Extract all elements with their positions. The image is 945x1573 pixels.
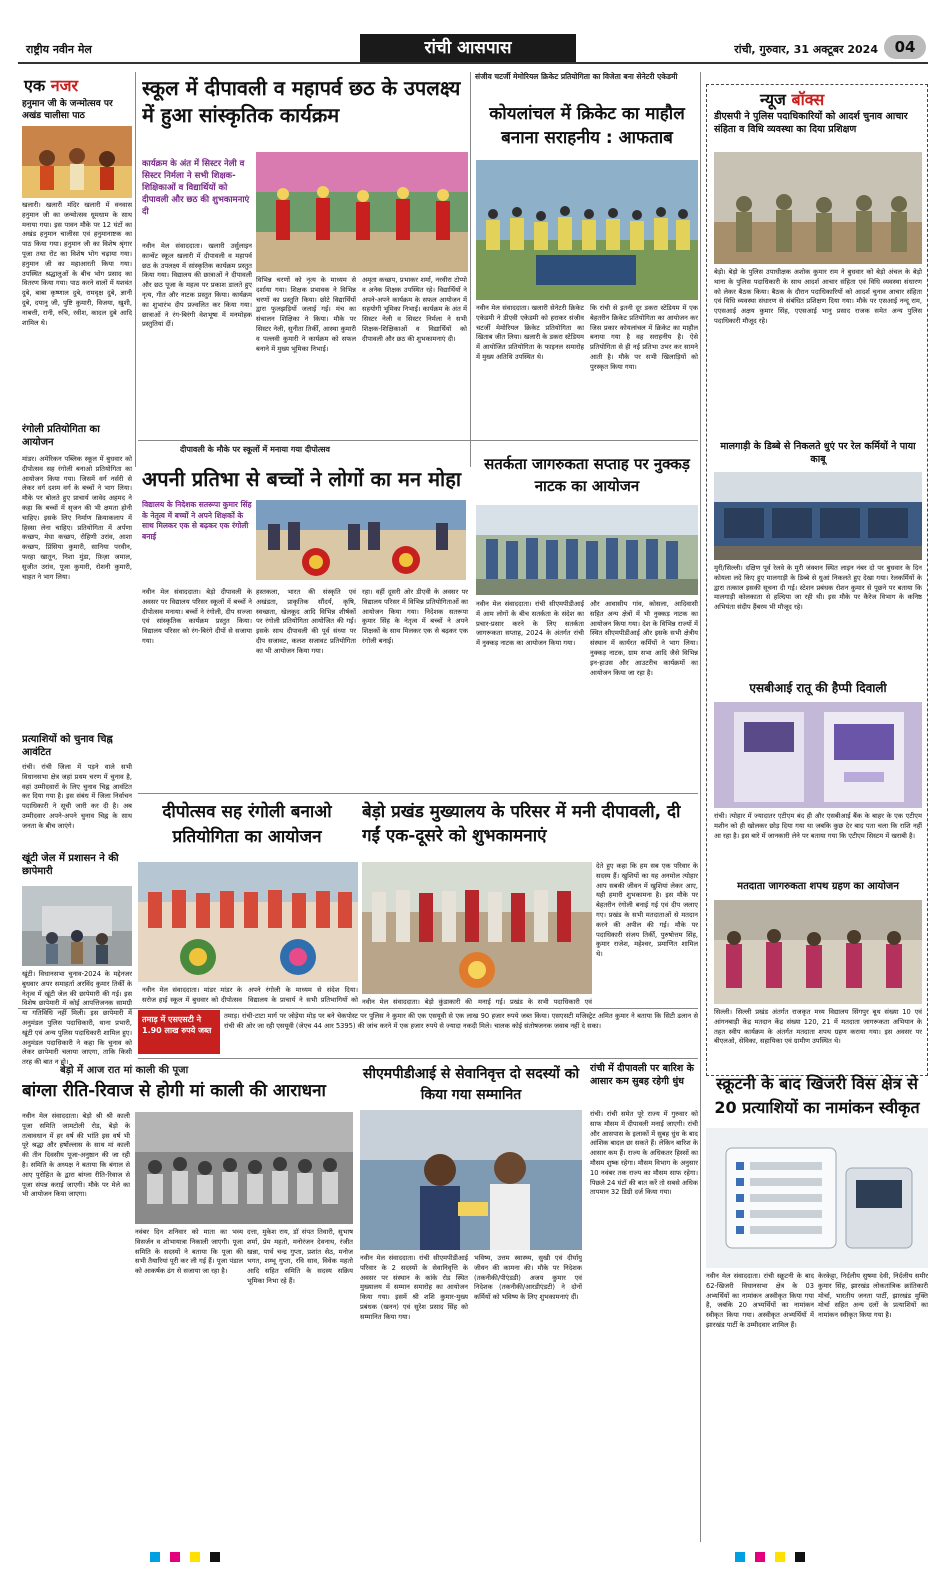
story3-body-3: रहा। वहीं दूसरी ओर डीएवी के अवसर पर विद्यालय परिसर में विभिन्न प्रतियोगिताओं का आयोजन किया गया। निदेशक सतरूपा कुमार सिंह के नेतृत्व में बच्चों ने अपने शिक्षकों के साथ मिलकर एक से बढ़कर एक रंगोली बनाई। (362, 588, 468, 645)
story8-body-2: नवंबर दिन शनिवार को माता का भव्य विसर्जन व शोभायात्रा निकाली जाएगी। पूजा समिति के सदस्यों ने बताया कि पूजा की सभी तैयारियां पूरी कर ली गई हैं। पूजा पंडाल को आकर्षक ढंग से सजाया जा रहा है। (135, 1228, 243, 1276)
train-body: मुरी/सिल्ली। दक्षिण पूर्व रेलवे के मुरी जंक्शन स्थित लाइन नंबर दो पर बुधवार के दिन कोयला लदे किए हुए मालगाड़ी के डिब्बे से धुआं निकलते हुए देखा गया। रेलकर्मियों के द्वारा तत्काल इसकी सूचना दी गई। स्टेशन प्रबंधक रोशन कुमार से पूछने पर बताया कि मालगाड़ी कोलकाता से हल्दिया जा रही थी। इस मौके पर कैरेज विभाग के कनिष्ठ अभियंता संदीप हैंबरम भी मौजूद रहे। (714, 564, 922, 612)
khunti-title: खूंटी जेल में प्रशासन ने की छापेमारी (22, 853, 119, 877)
registration-mark (775, 1552, 785, 1562)
ek-nazar-prefix: एक (24, 76, 46, 95)
story4-body-1: नवीन मेल संवाददाता। रांची सीएमपीडीआई में आम लोगों के बीच सतर्कता के संदेश का प्रचार-प्रसार करने के लिए सतर्कता जागरूकता सप्ताह, 2024 के अंतर्गत रांची में नुक्कड़ नाटक का आयोजन किया गया। (476, 600, 584, 648)
story9-headline: सीएमपीडीआई से सेवानिवृत्त दो सदस्यों को किया गया सम्मानित (362, 1066, 580, 1103)
brand-name: राष्ट्रीय नवीन मेल (26, 43, 92, 56)
news-box-head-2: बॉक्स (791, 90, 825, 109)
issue-date: रांची, गुरुवार, 31 अक्टूबर 2024 (734, 43, 878, 56)
ek-nazar-head (24, 74, 78, 96)
story2-kicker: संजीव चटर्जी मेमोरियल क्रिकेट प्रतियोगिता का विजेता बना सेनेटरी एकेडमी (475, 72, 678, 81)
symbol-brief-title: प्रत्याशियों को चुनाव चिह्न आवंटित (22, 734, 113, 758)
column-rule (470, 72, 471, 467)
story4-photo (476, 505, 698, 595)
cash-seized-badge (138, 1010, 220, 1054)
story7-body: तमाड़। रांची-टाटा मार्ग पर जोड़ेया मोड़ पर बने चेकपोस्ट पर पुलिस ने कुमार की एक एसयूवी से एक लाख 90 हजार रुपये जब्त किया। एसएसटी मजिस्ट्रेट अमित कुमार ने बताया कि सिटी ढलान से रांची की ओर जा रही एसयूवी (जेएच 44 आर 5395) की जांच करने में एक हजार रुपये से ज्यादा नकदी मिले। चालक कोई संतोषजनक जवाब नहीं दे सका। (224, 1012, 698, 1030)
story3-body-1: नवीन मेल संवाददाता। बेड़ो दीपावली के अवसर पर विद्यालय परिसर स्कूलों में बच्चों ने दीपोत्सव मनाया। बच्चों ने रंगोली, दीप सज्जा एवं सांस्कृतिक कार्यक्रम प्रस्तुत किया। विद्यालय परिसर को रंग-बिरंगे दीपों से सजाया गया। (142, 588, 252, 645)
news-box-head (760, 88, 824, 110)
sbi-photo (714, 702, 922, 808)
rangoli-brief-body: मांडर। अमेरिकन पब्लिक स्कूल में बुधवार को दीपोत्सव सह रंगोली बनाओ प्रतियोगिता का आयोजन किया गया। जिसमें वर्ग नर्सरी से लेकर वर्ग दशम वर्ग के बच्चों ने भाग लिया। मौके पर बोलते हुए प्राचार्य जावेद अहमद ने कहा कि बच्चों में सृजन की भी क्षमता होनी चाहिए। इसके लिए निर्माण क्रियाकलाप में हिस्सा लेना चाहिए। प्रतियोगिता में अर्पणा कच्छप, मेघा कच्छप, रोहिणी उरांव, आशा कच्छप, प्रिंसिया कुमारी, सानिया परवीन, फरहा खातून, निशा मुंडा, फ़िज़ा जमाल, सुजीत उरांव, पूजा कुमारी, रोशनी कुमारी, चाहत ने भाग लिया। (22, 455, 132, 581)
scrutiny-body-1: नवीन मेल संवाददाता। रांची स्क्रूटनी के बाद 62-खिजरी विधानसभा क्षेत्र के 03 अभ्यर्थियों का नामांकन अस्वीकृत किया गया है, जबकि 20 अभ्यर्थियों का नामांकन स्वीकृत किया गया। अस्वीकृत अभ्यर्थियों में झारखंड पार्टी के उम्मीदवार शामिल हैं। (706, 1272, 814, 1329)
row-rule (138, 440, 698, 441)
story6-body-3: देते हुए कहा कि हम सब एक परिवार के सदस्य हैं। खुशियों का यह अनमोल त्योहार आप सबकी जीवन में खुशियां लेकर आए, यही हमारी शुभकामना है। इस मौके पर बेहतरीन रंगोली बनाई गई एवं दीप जलाए गए। प्रखंड के सभी मतदाताओं से मतदान करने की अपील की गई। मौके पर पदाधिकारी संजय तिर्की, पुरुषोत्तम सिंह, कुमार राजेश, महेश्वर, प्रमाणित शामिल थे। (596, 862, 698, 959)
column-rule (135, 72, 136, 467)
story10-body: रांची। रांची समेत पूरे राज्य में गुरुवार को साफ मौसम में दीपावली मनाई जाएगी। रांची और आसपास के इलाकों में सुबह धुंध के बाद आंशिक बादल छा सकते हैं। लेकिन बारिश के आसार कम हैं। राज्य के अधिकतर हिस्सों का मौसम शुष्क रहेगा। मौसम विभाग के अनुसार 10 नवंबर तक राज्य का मौसम साफ रहेगा। पिछले 24 घंटों की बात करें तो सबसे अधिक तापमान 32 डिग्री दर्ज किया गया। (590, 1110, 698, 1197)
story6-headline: बेड़ो प्रखंड मुख्यालय के परिसर में मनी दीपावली, दी गईं एक-दूसरे को शुभकामनाएं (362, 802, 681, 846)
story8-photo (135, 1112, 353, 1224)
story1-body-2: विभिन्न चरणों को नृत्य के माध्यम से दर्शाया गया। शिक्षक प्रभावक ने विभिन्न चरणों का प्रस्तुति किया। छोटे विद्यार्थियों द्वारा फुलझड़ियों जलाई गई। मंच का संचालन शिक्षिका ने किया। मौके पर सिस्टर नेली, सुनीता तिर्की, आस्था कुमारी व पल्लवी कुमारी ने कार्यक्रम को सफल बनाने में मुख्य भूमिका निभाई। (256, 276, 356, 353)
registration-mark (795, 1552, 805, 1562)
story8-body-3: दत्ता, मुकेश राय, डॉ संपत तिवारी, सुभाष शर्मा, प्रेम महतो, मनोरंजन देवनाथ, रंजीत खन्ना, पार्थ चन्द्र गुप्ता, प्रशांत सेठ, मनोज भगत, शम्भू गुप्ता, रवि साव, विवेक महतो आदि सहित समिति के सदस्य सक्रिय भूमिका निभा रहे हैं। (247, 1228, 353, 1285)
masthead (18, 34, 928, 64)
story3-headline: अपनी प्रतिभा से बच्चों ने लोगों का मन मोहा (142, 467, 462, 491)
story1-callout: कार्यक्रम के अंत में सिस्टर नेली व सिस्टर निर्मला ने सभी शिक्षक-शिक्षिकाओं व विद्यार्थियों को दीपावली और छठ की शुभकामनाएं दी (142, 159, 250, 217)
section-title: रांची आसपास (360, 34, 576, 62)
row-rule (138, 1058, 698, 1059)
train-title: मालगाड़ी के डिब्बे से निकलते धुएं पर रेल कर्मियों ने पाया काबू (720, 441, 916, 465)
story1-headline: स्कूल में दीपावली व महापर्व छठ के उपलक्ष्य में हुआ सांस्कृतिक कार्यक्रम (142, 76, 461, 127)
registration-mark (190, 1552, 200, 1562)
khunti-body: खूंटी। विधानसभा चुनाव-2024 के मद्देनजर बुधवार अपर समाहर्ता अरविंद कुमार तिर्की के नेतृत्व में खूंटी जेल की छापेमारी की गई। इस विशेष छापेमारी में कोई आपत्तिजनक सामग्री या गतिविधि नहीं मिली। इस छापेमारी में अनुमंडल पुलिस पदाधिकारी, थाना प्रभारी, खूंटी एवं अन्य पुलिस पदाधिकारी शामिल हुए। अनुमंडल पदाधिकारी ने कहा कि चुनाव को लेकर छापेमारी चलाया जाएगा, ताकि किसी तरह की बात न हो। (22, 970, 132, 1067)
story1-body-1: नवीन मेल संवाददाता। खलारी उर्सुलाइन कान्वेंट स्कूल खलारी में दीपावली व महापर्व छठ के उपलक्ष्य में सांस्कृतिक कार्यक्रम प्रस्तुत किया गया। विद्यालय की छात्राओं ने दीपावली और छठ पूजा के महत्व पर प्रकाश डालते हुए नृत्य, गीत और नाटक प्रस्तुत किया। कार्यक्रम का शुभारंभ दीप प्रज्वलित कर किया गया। छात्राओं ने रंग-बिरंगी वेशभूषा में मनमोहक प्रस्तुतियां दीं। (142, 242, 252, 329)
story6-photo (362, 862, 592, 994)
story2-photo (476, 160, 698, 300)
story4-headline: सतर्कता जागरुकता सप्ताह पर नुक्कड़ नाटक का आयोजन (484, 455, 690, 495)
registration-mark (170, 1552, 180, 1562)
story4-body-2: और आवासीय गांव, कोसला, आदिवासी सहित अन्य क्षेत्रों में भी नुक्कड़ नाटक का आयोजन किया गया। देश के विभिन्न राज्यों में स्थित सीएमपीडीआई और इसके सभी क्षेत्रीय संस्थान में कार्यरत कर्मियों ने भाग लिया। नुक्कड़ नाटक, ग्राम सभा आदि जैसे विभिन्न इन-हाउस और आउटरीच कार्यक्रमों का आयोजन किया जा रहा है। (590, 600, 698, 677)
rangoli-brief-title: रंगोली प्रतियोगिता का आयोजन (22, 424, 100, 448)
scrutiny-body-2: केरकेट्टा, निर्दलीय सुषमा देवी, निर्दलीय समीर कुमार सिंह, झारखंड लोकतांत्रिक क्रांतिकारी मोर्चा, भारतीय जनता पार्टी, झारखंड मुक्ति मोर्चा सहित अन्य दलों के प्रत्याशियों का नामांकन स्वीकृत किया गया है। (818, 1272, 928, 1320)
registration-mark (735, 1552, 745, 1562)
hanuman-photo (22, 126, 132, 198)
voter-photo (714, 900, 922, 1004)
news-box-head-1: न्यूज (760, 90, 786, 109)
voter-body: सिल्ली। सिल्ली प्रखंड अंतर्गत राजकृत मध्य विद्यालय सिंगपुर बूथ संख्या 10 एवं आंगनबाड़ी केंद्र मतदान केंद्र संख्या 120, 21 में मतदाता जागरूकता अभियान के तहत स्वीप कार्यक्रम के अंतर्गत मतदाता शपथ ग्रहण कराया गया। इस अवसर पर बीएलओ, सेविका, सहायिका एवं ग्रामीण उपस्थित थे। (714, 1008, 922, 1046)
story5-body-2: अपने रंगोली के माध्यम से संदेश दिया। विद्यालय के प्राचार्य ने सभी प्रतिभागियों को (248, 986, 358, 1004)
hanuman-body: खलारी। खलारी मंदिर खलारी में वनवास हनुमान जी का जन्मोत्सव धूमधाम के साथ मनाया गया। इस पावन मौके पर 12 घंटों का अखंड हनुमान चालीसा एवं हनुमानाष्टक का पाठ किया गया। हनुमान जी का विशेष श्रृंगार पूजा तथा रोट का विशेष भोग चढ़ाया गया। हनुमान जी का महाआरती किया गया। उपस्थित श्रद्धालुओं के बीच भोग प्रसाद का वितरण किया गया। पाठ करने वालों में यशवंत दुबे, बाबा कृष्णाल दुबे, रामवृक्ष दुबे, ज्ञानी दुबे, दयानु जी, पुष्टि कुमारी, विजया, खुशी, नाबत्ती, रानी, रुचि, रवीश, कादल दुबे आदि शामिल थे। (22, 201, 132, 327)
dsp-body: बेड़ो। बेड़ो के पुलिस उपाधीक्षक अशोक कुमार राम ने बुधवार को बेड़ो अंचल के बेड़ो थाना के पुलिस पदाधिकारी के साथ आदर्श आचार संहिता एवं विधि व्यवस्था संधारण को लेकर बैठक किया। बैठक के दौरान पदाधिकारियों को आदर्श चुनाव आचार संहिता एवं विधि व्यवस्था संधारण से संबंधित प्रशिक्षण दिया गया। मौके पर एसआई नन्दू राम, एएसआई अक्षय कुमार सिंह, एएसआई भानु प्रसाद राजक समेत अन्य पुलिस पदाधिकारी मौजूद रहे। (714, 268, 922, 325)
story9-body-1: नवीन मेल संवाददाता। रांची सीएमपीडीआई परिवार के 2 सदस्यों के सेवानिवृत्ति के अवसर पर संस्थान के कांके रोड स्थित मुख्यालय में सम्मान समारोह का आयोजन किया गया। इसमें श्री शशि कुमार-मुख्य प्रबंधक (खनन) एवं सुरेश प्रसाद सिंह को सम्मानित किया गया। (360, 1254, 468, 1321)
story9-body-2: भविष्य, उत्तम स्वास्थ्य, सुखी एवं दीर्घायु जीवन की कामना की। मौके पर निदेशक (तकनीकी/पीएंडडी) अजय कुमार एवं निदेशक (तकनीकी/आरडीएंडटी) ने दोनों कर्मियों को भविष्य के लिए शुभकामनाएं दीं। (474, 1254, 582, 1302)
story2-headline: कोयलांचल में क्रिकेट का माहौल बनाना सराहनीय : आफताब (489, 104, 685, 148)
column-rule (700, 72, 701, 1542)
story1-photo (256, 152, 468, 272)
ek-nazar-accent: नजर (50, 76, 79, 95)
story3-body-2: हस्तकला, भारत की संस्कृति एवं अखंडता, प्राकृतिक सौंदर्य, कृषि, स्वच्छता, खेलकूद आदि विभिन्न शीर्षकों पर रंगोली प्रतियोगिता आयोजित की गई। इसके साथ दीपावली की पूर्व संध्या पर दीप सजावट, कलश सजावट प्रतियोगिता का भी आयोजन किया गया। (256, 588, 356, 655)
page-number: 04 (884, 35, 926, 59)
sbi-title: एसबीआई रातू की हैप्पी दिवाली (749, 681, 887, 695)
khunti-photo (22, 886, 132, 966)
scrutiny-title: स्क्रूटनी के बाद खिजरी विस क्षेत्र से 20 प्रत्याशियों का नामांकन स्वीकृत (714, 1074, 920, 1117)
dsp-photo (714, 152, 922, 264)
story6-body-2: मनाई गई। प्रखंड के सभी पदाधिकारी एवं (478, 998, 592, 1006)
cash-seized-badge-text: तमाड़ में एसएसटी ने 1.90 लाख रुपये जब्त (142, 1015, 212, 1035)
row-rule (138, 793, 698, 794)
story1-body-3: अमृता कच्छप, प्रभाकर शर्मा, नरवीरा टोप्पो व अनेक शिक्षक उपस्थित रहे। विद्यार्थियों ने अपने-अपने कार्यक्रम के सफल आयोजन में सहयोगी भूमिका निभाई। कार्यक्रम के अंत में सिस्टर नेली व सिस्टर निर्मला ने सभी शिक्षक-शिक्षिकाओं व विद्यार्थियों को दीपावली और छठ की शुभकामनाएं दी। (362, 276, 467, 343)
story6-body-1: नवीन मेल संवाददाता। बेड़ो कुंडाकारी की (362, 998, 472, 1006)
symbol-brief-body: रांची। रांची जिला में पड़ने वाले सभी विधानसभा क्षेत्र जहां प्रथम चरण में चुनाव है, वहां उम्मीदवारों के लिए चुनाव चिह्न आवंटित कर दिया गया है। इस संबंध में जिला निर्वाचन पदाधिकारी ने सूची जारी कर दी है। अब उम्मीदवार अपने-अपने चुनाव चिह्न के साथ जनता के बीच जाएंगे। (22, 763, 132, 830)
scrutiny-photo (706, 1128, 928, 1268)
registration-mark (150, 1552, 160, 1562)
dsp-title: डीएसपी ने पुलिस पदाधिकारियों को आदर्श चुनाव आचार संहिता व विधि व्यवस्था का दिया प्रशिक्षण (714, 111, 908, 135)
story5-photo (138, 862, 358, 982)
story8-kicker: बेड़ो में आज रात मां काली की पूजा (60, 1065, 189, 1076)
story10-kicker: रांची में दीपावली पर बारिश के आसार कम सुबह रहेगी धुंध (590, 1063, 694, 1087)
registration-mark (755, 1552, 765, 1562)
story8-headline: बांग्ला रीति-रिवाज से होगी मां काली की आराधना (22, 1081, 326, 1101)
story9-photo (360, 1110, 582, 1250)
sbi-body: रांची। त्योहार में ज्यादातर एटीएम बंद ही और एसबीआई बैंक के बाहर के एक एटीएम मशीन को ही खोलकर छोड़ दिया गया था जबकि कुछ देर बाद पता चला कि राशि नहीं आ रहा है। इस बारे में जानकारी लेने पर बताया गया कि एटीएम सिस्टम में खराबी है। (714, 812, 922, 840)
hanuman-title: हनुमान जी के जन्मोत्सव पर अखंड चालीसा पाठ (22, 99, 113, 121)
story2-body-1: नवीन मेल संवाददाता। खलारी सेनेटरी क्रिकेट एकेडमी ने डीएवी एकेडमी को हराकर संजीव चटर्जी मेमोरियल क्रिकेट प्रतियोगिता का खिताब जीत लिया। खलारी के डकरा स्टेडियम में आयोजित प्रतियोगिता के फाइनल समारोह में मुख्य अतिथि उपस्थित थे। (476, 304, 584, 361)
story8-body-1: नवीन मेल संवाददाता। बेड़ो श्री श्री काली पूजा समिति जामटोली रोड, बेड़ो के तत्वावधान में हर वर्ष की भांति इस वर्ष भी पूरे श्रद्धा और हर्षोल्लास के साथ मां काली की तीन दिवसीय पूजा-अनुष्ठान की जा रही है। समिति के अध्यक्ष ने बताया कि बंगाल से आए पुरोहित के द्वारा बांग्ला रीति-रिवाज से पूजा संपन्न कराई जाएगी। मौके पर मेले का भी आयोजन किया जाएगा। (22, 1112, 130, 1199)
story5-body-1: नवीन मेल संवाददाता। मांडर मांडर के सरोज हाई स्कूल में बुधवार को दीपोत्सव (142, 986, 242, 1004)
story5-headline: दीपोत्सव सह रंगोली बनाओ प्रतियोगिता का आयोजन (162, 802, 332, 847)
story2-body-2: कि रांची से इतनी दूर डकरा स्टेडियम में एक बेहतरीन क्रिकेट प्रतियोगिता का आयोजन कर जिस प्रकार कोयलांचल में क्रिकेट का माहौल बनाया गया है वह सराहनीय है। ऐसे प्रतियोगिता से ही नई प्रतिभा उभर कर सामने आती है। मौके पर सभी खिलाड़ियों को पुरस्कृत किया गया। (590, 304, 698, 371)
train-photo (714, 472, 922, 560)
story3-callout: विद्यालय के निदेशक सतरूपा कुमार सिंह के नेतृत्व में बच्चों ने अपने शिक्षकों के साथ मिलकर एक से बढ़कर एक रंगोली बनाई (142, 500, 252, 541)
story3-kicker: दीपावली के मौके पर स्कूलों में मनाया गया दीपोत्सव (180, 445, 330, 454)
voter-title: मतदाता जागरुकता शपथ ग्रहण का आयोजन (737, 881, 899, 892)
registration-mark (210, 1552, 220, 1562)
story3-photo (256, 500, 466, 580)
